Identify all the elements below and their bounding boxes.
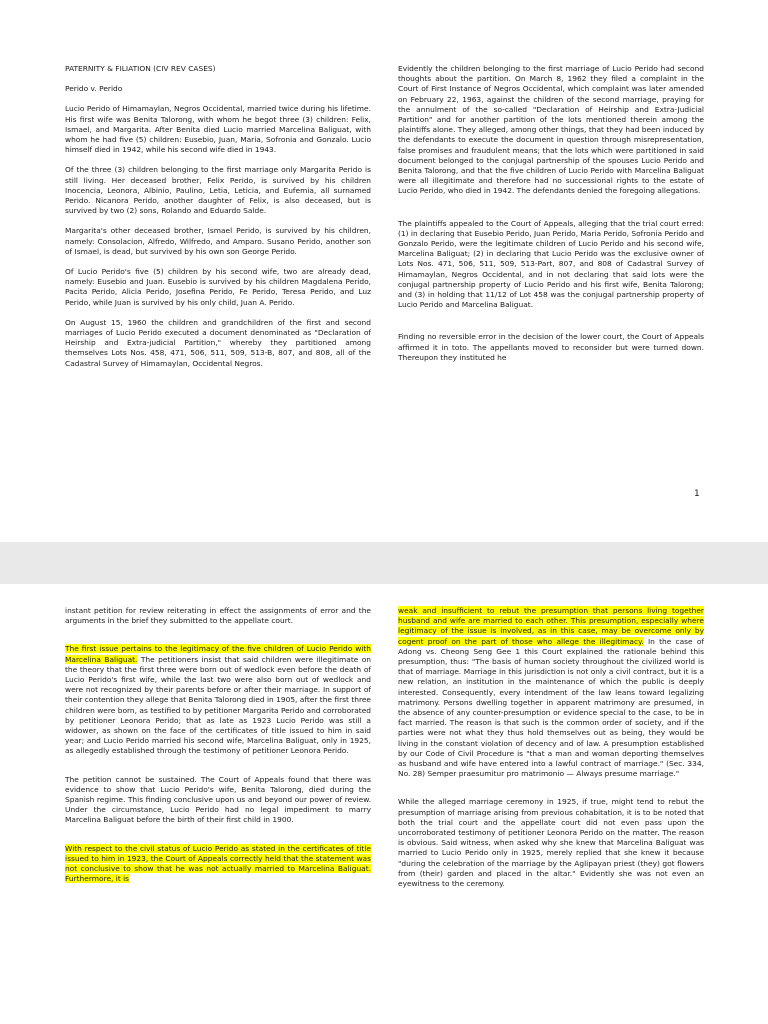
page1-left-column bbox=[65, 64, 371, 379]
highlighted-text: The first issue pertains to the legitimacy of the five children of Lucio Perido with Marcelina Baliguat. bbox=[65, 644, 371, 664]
highlighted-text: With respect to the civil status of Lucio Perido as stated in the certificates of title issued to him in 1923, the Court of Appeals correctly held that the statement was not conclusive to show that he was not actually married to Marcelina Baliguat. Furthermore, it is bbox=[65, 843, 371, 884]
paragraph bbox=[398, 606, 704, 779]
paragraph: Of the three (3) children belonging to the first marriage only Margarita Perido is still living. Her deceased brother, Felix Perido, is survived by his children Inocencia, Leonora, Albinio, Paulino, Letia, Leticia, and Eufemia, all surnamed Perido. Nicanora Perido, another daughter of Felix, is also deceased, but is survived by two (2) sons, Rolando and Eduardo Salde. bbox=[65, 165, 371, 216]
paragraph: The plaintiffs appealed to the Court of Appeals, alleging that the trial court erred: (1) in declaring that Eusebio Perido, Juan Perido, Maria Perido, Sofronia Perido and Gonzalo Perido, were the legitimate children of Lucio Perido and his second wife, Marcelina Baliguat; (2) in declaring that Lucio Perido was the exclusive owner of Lots Nos. 471, 506, 511, 509, 513-Part, 807, and 808 of Cadastral Survey of Himamaylan, Negros Occidental, and in not declaring that said lots were the conjugal partnership property of Lucio Perido and his first wife, Benita Talorong; and (3) in holding that 11/12 of Lot 458 was the conjugal partnership property of Lucio Perido and Marcelina Baliguat. bbox=[398, 218, 704, 310]
page1-right-column bbox=[398, 64, 704, 373]
highlighted-text: weak and insufficient to rebut the presumption that persons living together husband and wife are married to each other. This presumption, especially where legitimacy of the issue is involved, as in this case, may be overcome only by cogent proof on the part of those who allege the illegitimacy. bbox=[398, 606, 704, 646]
paragraph: Evidently the children belonging to the first marriage of Lucio Perido had second thoughts about the partition. On March 8, 1962 they filed a complaint in the Court of First Instance of Negros Occidental, which complaint was later amended on February 22, 1963, against the children of the second marriage, praying for the annulment of the so-called "Declaration of Heirship and Extra-Judicial Partition" and for another partition of the lots mentioned therein among the plaintiffs alone. They alleged, among other things, that they had been induced by the defendants to execute the document in question through misrepresentation, false promises and fraudulent means; that the lots which were partitioned in said document belonged to the conjugal partnership of the spouses Lucio Perido and Benita Talorong, and that the five children of Lucio Perido with Marcelina Baliguat were all illegitimate and therefore had no successional rights to the estate of Lucio Perido, who died in 1942. The defendants denied the foregoing allegations. bbox=[398, 64, 704, 196]
page-divider bbox=[0, 542, 768, 584]
paragraph: Lucio Perido of Himamaylan, Negros Occidental, married twice during his lifetime. His first wife was Benita Talorong, with whom he begot three (3) children: Felix, Ismael, and Margarita. After Benita died Lucio married Marcelina Baliguat, with whom he had five (5) children: Eusebio, Juan, Maria, Sofronia and Gonzalo. Lucio himself died in 1942, while his second wife died in 1943. bbox=[65, 104, 371, 155]
page2-right-column bbox=[398, 606, 704, 899]
page-number: 1 bbox=[694, 489, 700, 499]
paragraph: On August 15, 1960 the children and grandchildren of the first and second marriages of Lucio Perido executed a document denominated as "Declaration of Heirship and Extra-judicial Partition," whereby they partitioned among themselves Lots Nos. 458, 471, 506, 511, 509, 513-B, 807, and 808, all of the Cadastral Survey of Himamaylan, Occidental Negros. bbox=[65, 317, 371, 368]
paragraph: While the alleged marriage ceremony in 1925, if true, might tend to rebut the presumption of marriage arising from previous cohabitation, it is to be noted that both the trial court and the appellate court did not even pass upon the uncorroborated testimony of petitioner Leonora Perido on the matter. The reason is obvious. Said witness, when asked why she knew that Marcelina Baliguat was married to Lucio Perido only in 1925, merely replied that she knew it because "during the celebration of the marriage by the Aglipayan priest (they) got flowers from (their) garden and placed in the altar." Evidently she was not even an eyewitness to the ceremony. bbox=[398, 797, 704, 889]
paragraph bbox=[65, 844, 371, 885]
paragraph-text: The petitioners insist that said children were illegitimate on the theory that the first three were born out of wedlock even before the death of Lucio Perido's first wife, while the last two were also born out of wedlock and were not recognized by their parents before or after their marriage. In support of their contention they allege that Benita Talorong died in 1905, after the first three children were born, as testified to by petitioner Margarita Perido and corroborated by petitioner Leonora Perido; that as late as 1923 Lucio Perido was still a widower, as shown on the face of the certificates of title issued to him in said year; and Lucio Perido married his second wife, Marcelina Baliguat, only in 1925, as allegedly established through the testimony of petitioner Leonora Perido. bbox=[65, 654, 371, 756]
case-name: Perido v. Perido bbox=[65, 84, 123, 94]
paragraph: instant petition for review reiterating in effect the assignments of error and the arguments in the brief they submitted to the appellate court. bbox=[65, 606, 371, 626]
document-title: PATERNITY & FILIATION (CIV REV CASES) bbox=[65, 64, 216, 73]
paragraph: Of Lucio Perido's five (5) children by his second wife, two are already dead, namely: Eusebio and Juan. Eusebio is survived by his children Magdalena Perido, Pacita Perido, Alicia Perido, Josefina Perido, Fe Perido, Teresa Perido, and Luz Perido, while Juan is survived by his only child, Juan A. Perido. bbox=[65, 267, 371, 307]
page2-left-column bbox=[65, 606, 371, 894]
paragraph-text: In the case of Adong vs. Cheong Seng Gee 1 this Court explained the rationale behind this presumption, thus: "The basis of human society throughout the civilized world is that of marriage. Marriage in this jurisdiction is not only a civil contract, but it is a new relation, an institution in the maintenance of which the public is deeply interested. Consequently, every intendment of the law leans toward legalizing matrimony. Persons dwelling together in apparent matrimony are presumed, in the absence of any counter-presumption or evidence special to the case, to be in fact married. The reason is that such is the common order of society, and if the parties were not what they thus hold themselves out as being, they would be living in the constant violation of decency and of law. A presumption established by our Code of Civil Procedure is "that a man and woman deporting themselves as husband and wife have entered into a lawful contract of marriage." (Sec. 334, No. 28) Semper praesumitur pro matrimonio — Always presume marriage." bbox=[398, 636, 704, 779]
paragraph: Finding no reversible error in the decision of the lower court, the Court of Appeals affirmed it in toto. The appellants moved to reconsider but were turned down. Thereupon they instituted he bbox=[398, 332, 704, 362]
paragraph: The petition cannot be sustained. The Court of Appeals found that there was evidence to show that Lucio Perido's wife, Benita Talorong, died during the Spanish regime. This finding conclusive upon us and beyond our power of review. Under the circumstance, Lucio Perido had no legal impediment to marry Marcelina Baliguat before the birth of their first child in 1900. bbox=[65, 774, 371, 825]
paragraph: Margarita's other deceased brother, Ismael Perido, is survived by his children, namely: Consolacion, Alfredo, Wilfredo, and Amparo. Susano Perido, another son of Ismael, is dead, but survived by his own son George Perido. bbox=[65, 226, 371, 256]
paragraph bbox=[65, 644, 371, 756]
